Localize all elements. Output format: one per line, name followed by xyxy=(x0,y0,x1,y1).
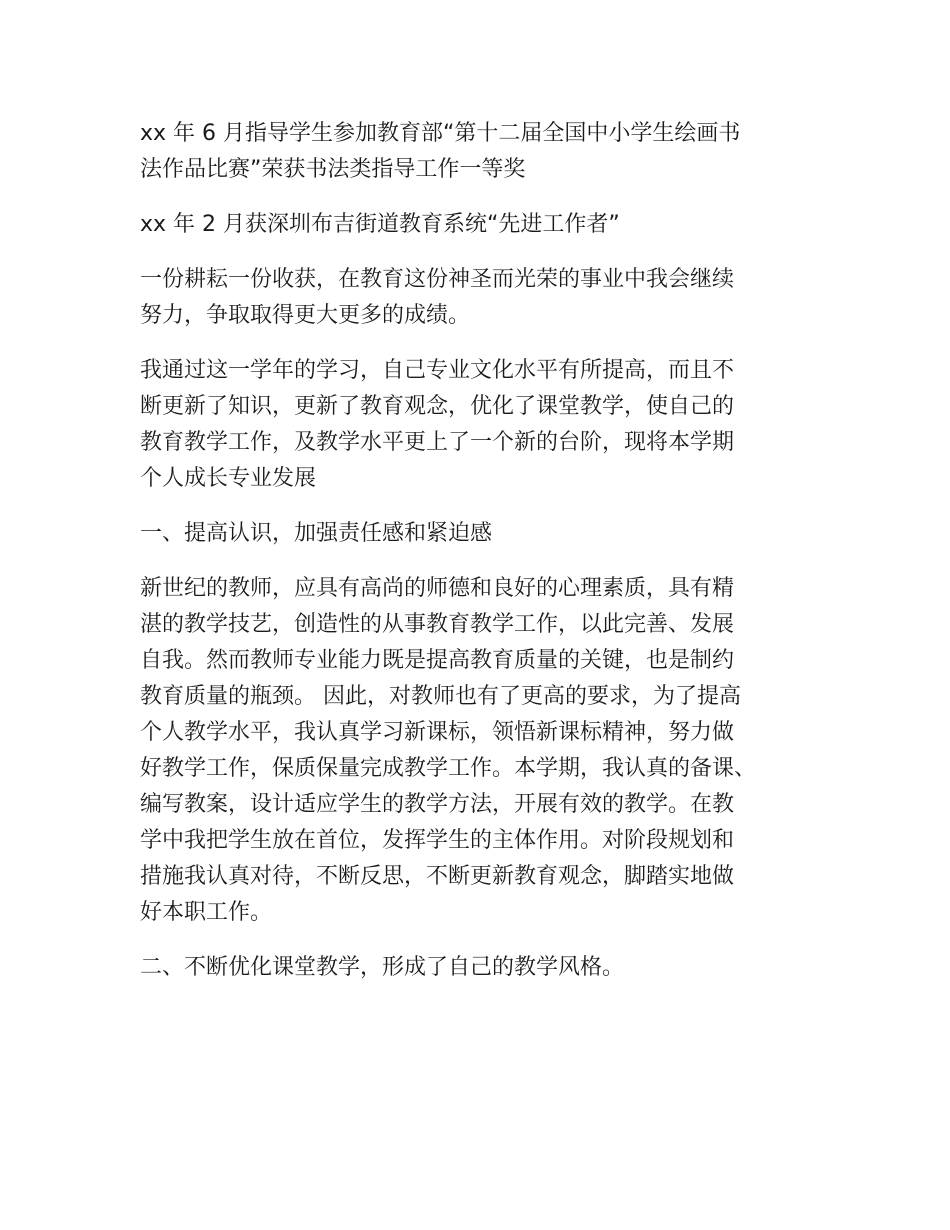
section-heading-1: 一、提高认识，加强责任感和紧迫感 xyxy=(140,521,493,546)
section-heading-2: 二、不断优化课堂教学，形成了自己的教学风格。 xyxy=(140,955,625,980)
paragraph-award-calligraphy: xx 年 6 月指导学生参加教育部“第十二届全国中小学生绘画书 法作品比赛”荣获书法类指导工作一等奖 xyxy=(140,121,741,182)
paragraph-teacher-quality: 新世纪的教师，应具有高尚的师德和良好的心理素质，具有精 湛的教学技艺，创造性的从事教育教学工作，以此完善、发展 自我。然而教师专业能力既是提高教育质量的关键，也是制约 教育质量的瓶颈。 因此，对教师也有了更高的要求，为了提高 个人教学水平，我认真学习新课标，领悟新课标精神，努力做 好教学工作，保质保量完成教学工作。本学期，我认真的备课、 编写教案，设计适应学生的教学方法，开展有效的教学。在教 学中我把学生放在首位，发挥学生的主体作用。对阶段规划和 措施我认真对待，不断反思，不断更新教育观念，脚踏实地做 好本职工作。 xyxy=(140,576,757,925)
document-page xyxy=(140,116,812,1005)
paragraph-harvest: 一份耕耘一份收获，在教育这份神圣而光荣的事业中我会继续 努力，争取取得更大更多的成绩。 xyxy=(140,267,735,328)
paragraph-year-summary: 我通过这一学年的学习，自己专业文化水平有所提高，而且不 断更新了知识，更新了教育观念，优化了课堂教学，使自己的 教育教学工作，及教学水平更上了一个新的台阶，现将本学期 个人成长专业发展 xyxy=(140,358,735,491)
paragraph-award-advanced-worker: xx 年 2 月获深圳布吉街道教育系统“先进工作者” xyxy=(140,212,620,237)
